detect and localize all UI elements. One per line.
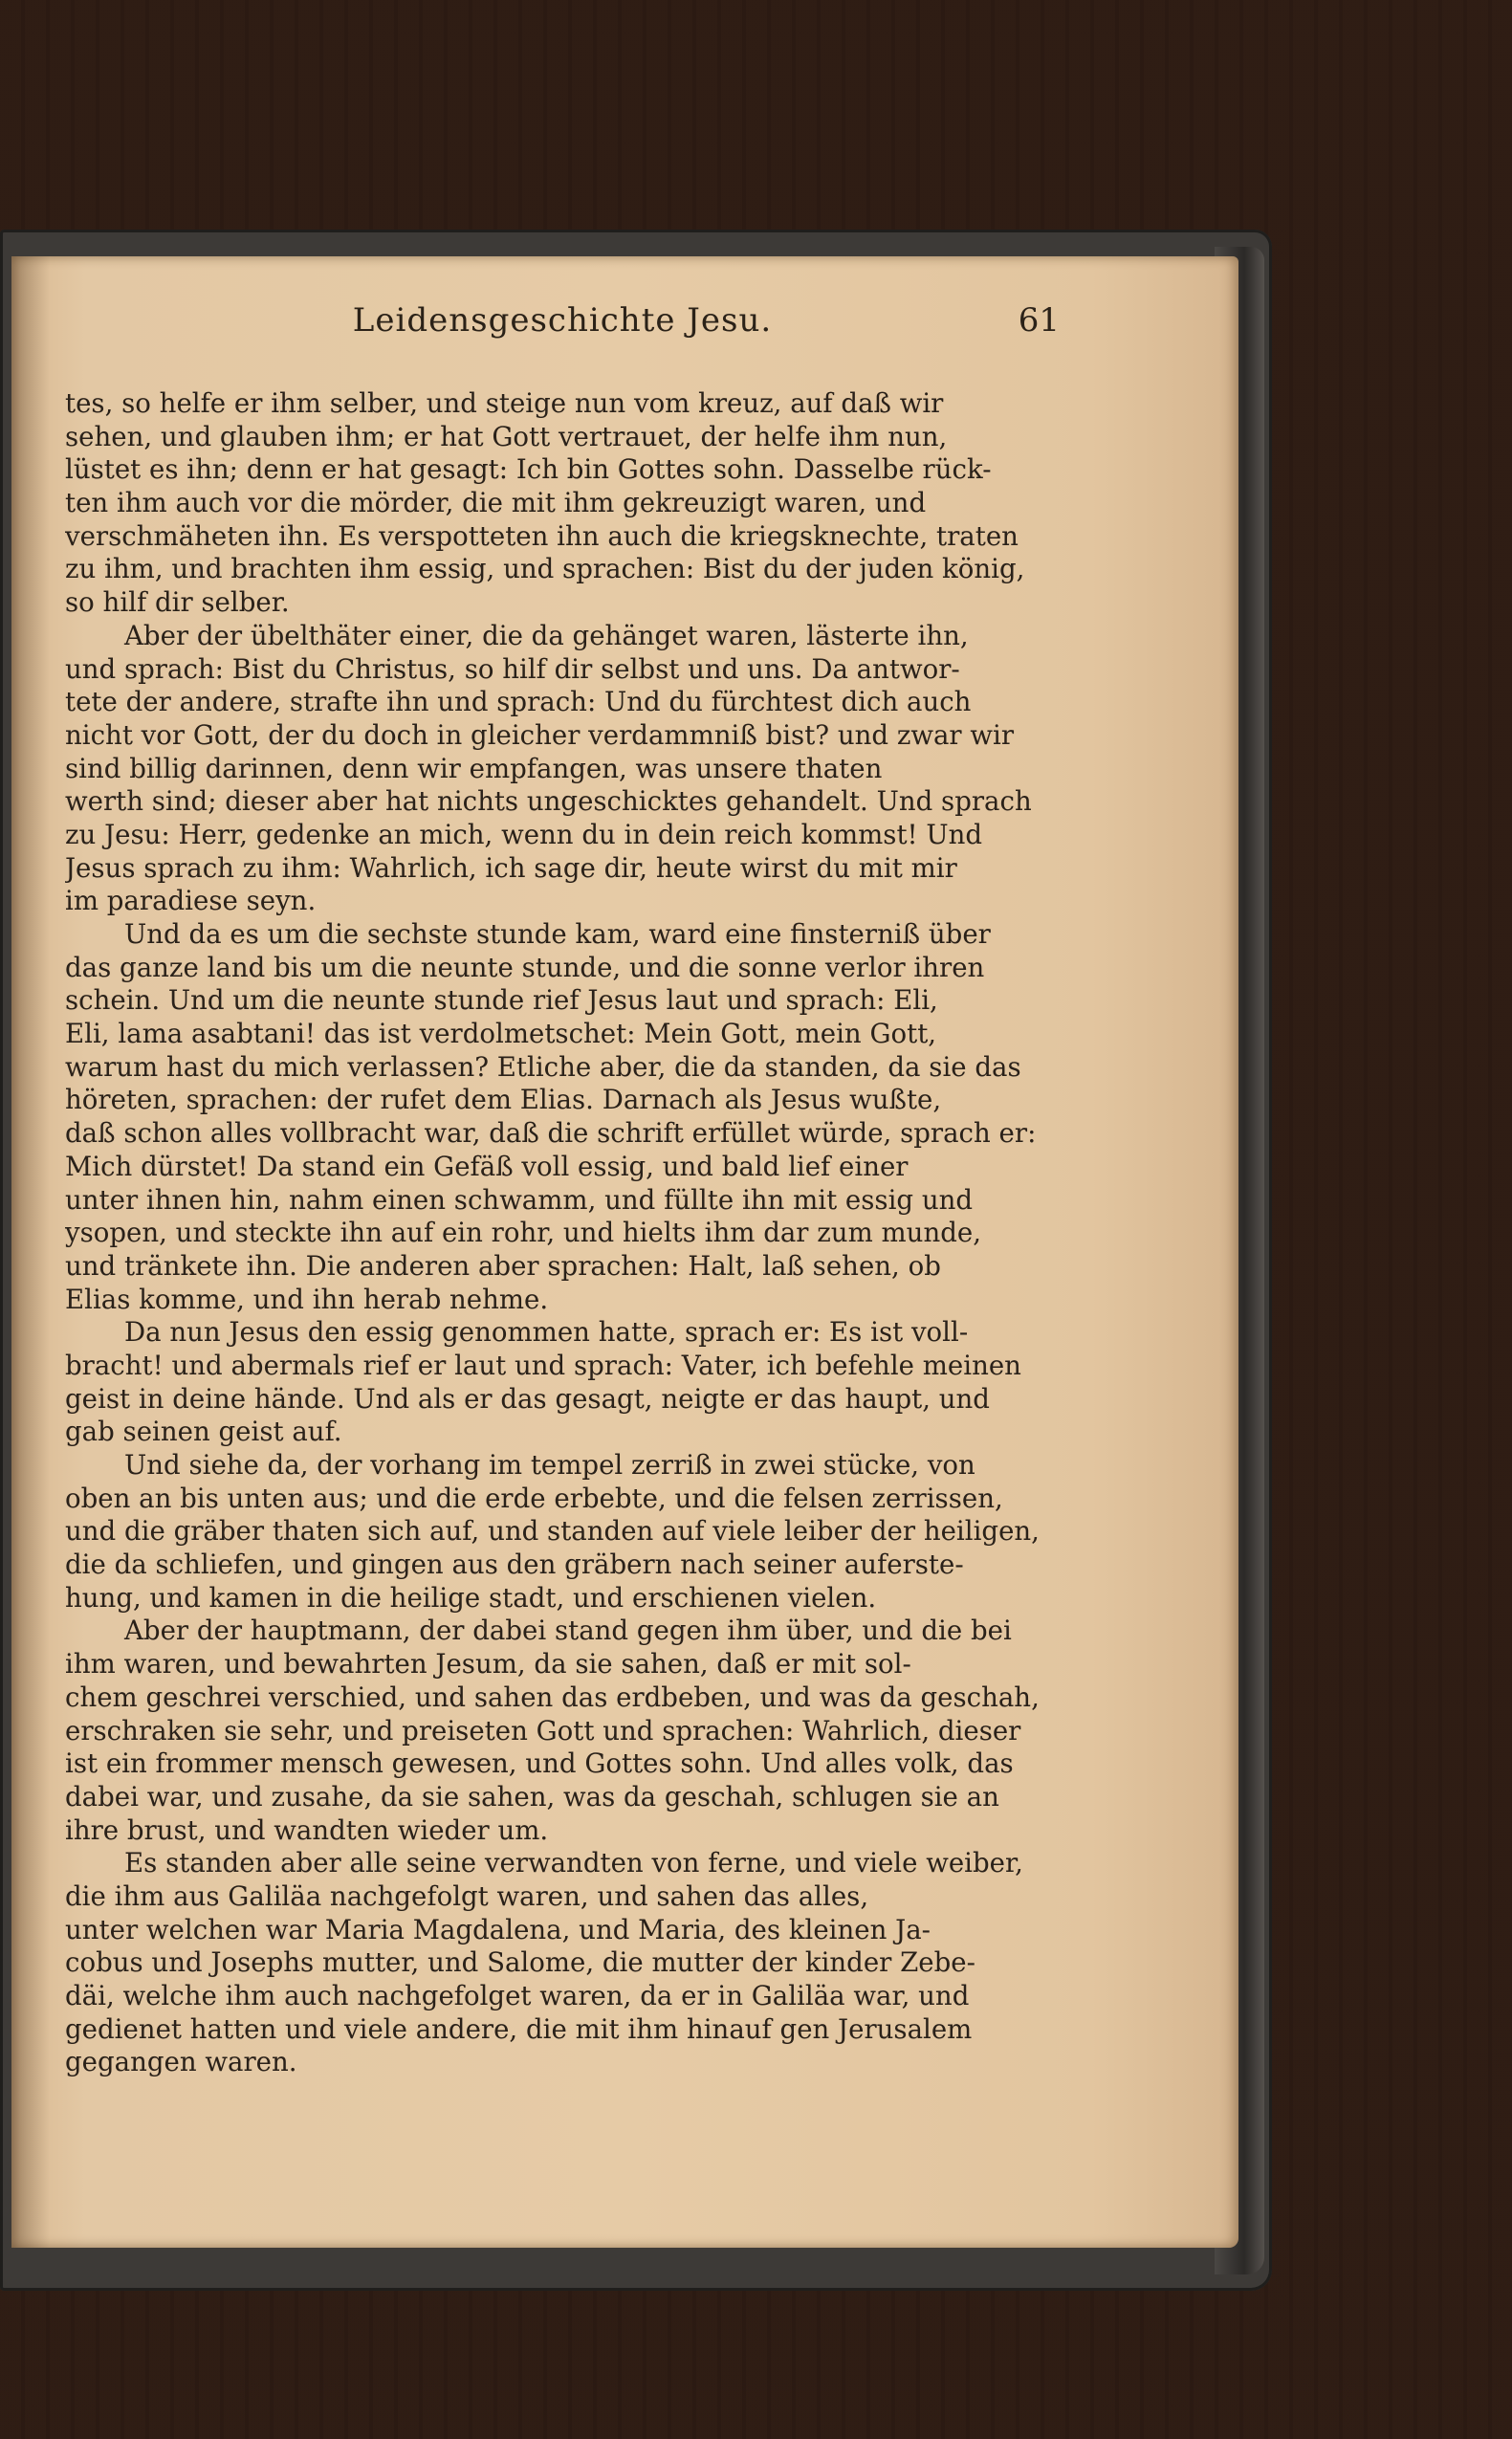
text-line: ihre brust, und wandten wieder um. xyxy=(65,1813,549,1846)
text-line: Da nun Jesus den essig genommen hatte, sprach er: Es ist voll- xyxy=(124,1316,969,1349)
text-line: zu Jesu: Herr, gedenke an mich, wenn du in dein reich kommst! Und xyxy=(65,818,983,850)
text-line: bracht! und abermals rief er laut und sprach: Vater, ich befehle meinen xyxy=(65,1349,1021,1381)
text-line: werth sind; dieser aber hat nichts ungeschicktes gehandelt. Und sprach xyxy=(65,785,1032,818)
text-line: unter welchen war Maria Magdalena, und Maria, des kleinen Ja- xyxy=(65,1913,931,1945)
text-line: die da schliefen, und gingen aus den gräbern nach seiner auferste- xyxy=(65,1549,964,1581)
text-line: Aber der übelthäter einer, die da gehänget waren, lästerte ihn, xyxy=(124,619,969,651)
text-line: sind billig darinnen, denn wir empfangen, was unsere thaten xyxy=(65,752,883,784)
text-line: zu ihm, und brachten ihm essig, und sprachen: Bist du der juden könig, xyxy=(65,553,1025,585)
text-line: höreten, sprachen: der rufet dem Elias. Darnach als Jesus wußte, xyxy=(65,1084,942,1116)
text-line: warum hast du mich verlassen? Etliche aber, die da standen, da sie das xyxy=(65,1050,1021,1083)
text-line: schein. Und um die neunte stunde rief Jesus laut und sprach: Eli, xyxy=(65,984,938,1017)
text-line: gegangen waren. xyxy=(65,2046,297,2078)
text-line: und tränkete ihn. Die anderen aber sprachen: Halt, laß sehen, ob xyxy=(65,1249,941,1282)
text-line: Eli, lama asabtani! das ist verdolmetschet: Mein Gott, mein Gott, xyxy=(65,1018,937,1050)
text-line: hung, und kamen in die heilige stadt, und erschienen vielen. xyxy=(65,1581,877,1614)
text-line: Und da es um die sechste stunde kam, ward eine finsterniß über xyxy=(124,918,991,950)
text-line: oben an bis unten aus; und die erde erbebte, und die felsen zerrissen, xyxy=(65,1482,1003,1514)
text-line: gedienet hatten und viele andere, die mit ihm hinauf gen Jerusalem xyxy=(65,2012,973,2045)
text-line: lüstet es ihn; denn er hat gesagt: Ich bin Gottes sohn. Dasselbe rück- xyxy=(65,453,992,486)
text-line: däi, welche ihm auch nachgefolget waren, da er in Galiläa war, und xyxy=(65,1980,970,2011)
text-line: Elias komme, und ihn herab nehme. xyxy=(65,1283,549,1315)
text-line: und sprach: Bist du Christus, so hilf dir selbst und uns. Da antwor- xyxy=(65,652,960,685)
text-line: so hilf dir selber. xyxy=(65,586,290,619)
text-line: Es standen aber alle seine verwandten von ferne, und viele weiber, xyxy=(124,1847,1023,1879)
text-line: verschmäheten ihn. Es verspotteten ihn auch die kriegsknechte, traten xyxy=(65,519,1019,552)
text-line: und die gräber thaten sich auf, und standen auf viele leiber der heiligen, xyxy=(65,1515,1040,1548)
text-line: geist in deine hände. Und als er das gesagt, neigte er das haupt, und xyxy=(65,1382,990,1415)
body-text xyxy=(65,387,1064,2099)
text-line: Jesus sprach zu ihm: Wahrlich, ich sage dir, heute wirst du mit mir xyxy=(65,851,957,884)
page-spine-shadow xyxy=(11,256,50,2248)
text-line: chem geschrei verschied, und sahen das erdbeben, und was da geschah, xyxy=(65,1681,1040,1713)
text-line: Aber der hauptmann, der dabei stand gegen ihm über, und die bei xyxy=(124,1615,1012,1647)
text-line: daß schon alles vollbracht war, daß die schrift erfüllet würde, sprach er: xyxy=(65,1117,1037,1150)
text-line: sehen, und glauben ihm; er hat Gott vertrauet, der helfe ihm nun, xyxy=(65,420,948,452)
text-line: Mich dürstet! Da stand ein Gefäß voll essig, und bald lief einer xyxy=(65,1150,909,1182)
text-line: Und siehe da, der vorhang im tempel zerriß in zwei stücke, von xyxy=(124,1449,975,1481)
text-line: ten ihm auch vor die mörder, die mit ihm gekreuzigt waren, und xyxy=(65,487,927,519)
text-line: nicht vor Gott, der du doch in gleicher verdammniß bist? und zwar wir xyxy=(65,718,1015,751)
text-line: erschraken sie sehr, und preiseten Gott und sprachen: Wahrlich, dieser xyxy=(65,1714,1021,1747)
text-line: ist ein frommer mensch gewesen, und Gottes sohn. Und alles volk, das xyxy=(65,1747,1014,1780)
text-line: die ihm aus Galiläa nachgefolgt waren, und sahen das alles, xyxy=(65,1879,869,1912)
page-number: 61 xyxy=(1018,301,1060,340)
text-line: im paradiese seyn. xyxy=(65,885,317,917)
text-line: das ganze land bis um die neunte stunde, und die sonne verlor ihren xyxy=(65,951,985,983)
text-line: tes, so helfe er ihm selber, und steige nun vom kreuz, auf daß wir xyxy=(65,387,944,419)
running-title: Leidensgeschichte Jesu. xyxy=(352,301,773,340)
text-line: dabei war, und zusahe, da sie sahen, was da geschah, schlugen sie an xyxy=(65,1780,999,1813)
text-line: gab seinen geist auf. xyxy=(65,1416,342,1448)
text-line: ihm waren, und bewahrten Jesum, da sie sahen, daß er mit sol- xyxy=(65,1648,911,1681)
text-line: cobus und Josephs mutter, und Salome, die mutter der kinder Zebe- xyxy=(65,1946,975,1979)
text-line: tete der andere, strafte ihn und sprach: Und du fürchtest dich auch xyxy=(65,686,972,718)
text-line: ysopen, und steckte ihn auf ein rohr, und hielts ihm dar zum munde, xyxy=(65,1217,981,1249)
page-header xyxy=(65,301,1060,349)
text-line: unter ihnen hin, nahm einen schwamm, und füllte ihn mit essig und xyxy=(65,1183,974,1216)
